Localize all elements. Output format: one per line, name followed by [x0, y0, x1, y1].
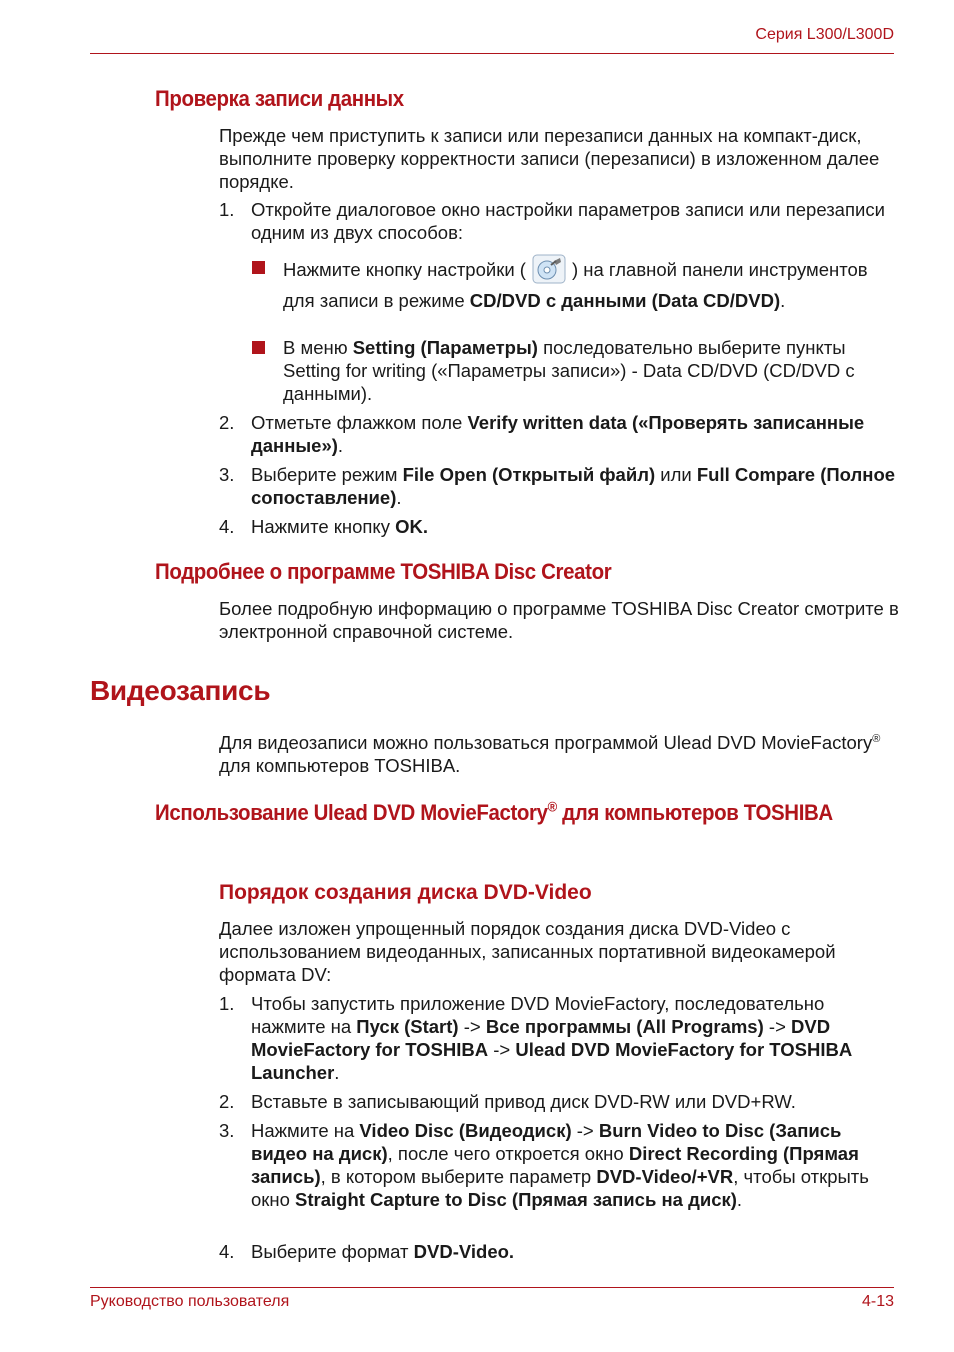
step-span: .: [736, 1189, 743, 1210]
bullet-text: последовательно выберите пункты Setting for writing («Параметры записи») - Data CD/DVD (CD/DVD с данными).: [283, 337, 855, 404]
step-bold: DVD-Video/+VR: [596, 1166, 734, 1187]
chapter-intro-text: для компьютеров TOSHIBA.: [219, 755, 461, 776]
step-span: , после чего откроется окно: [387, 1143, 629, 1164]
bullet-text: ) на главной панели инструментов для записи в режиме: [283, 259, 868, 312]
subsection-intro-dvd-video: Далее изложен упрощенный порядок создания диска DVD-Video с использованием видеоданных, записанных портативной видеокамерой формата DV:: [219, 918, 836, 985]
bullet-text: В меню: [283, 337, 353, 358]
step-bold: File Open (Открытый файл): [402, 464, 656, 485]
chapter-title: Видеозапись: [90, 675, 271, 706]
step-number: 1.: [219, 199, 235, 220]
disc-settings-icon: [532, 254, 566, 284]
step-text: [251, 411, 901, 457]
bullet-bold: Setting (Параметры): [352, 337, 538, 358]
footer-manual-title: Руководство пользователя: [90, 1293, 290, 1310]
step-span: ->: [763, 1016, 792, 1037]
step-bold: Verify written data («Проверять записанные данные»): [251, 412, 865, 456]
bullet-text: Нажмите кнопку настройки (: [283, 259, 526, 280]
step-number: 2.: [219, 1091, 235, 1112]
header-series: Серия L300/L300D: [755, 26, 894, 43]
step-number: 3.: [219, 464, 235, 485]
step-span: ->: [458, 1016, 486, 1037]
step-number: 2.: [219, 412, 235, 433]
step-bold: OK.: [395, 516, 428, 537]
step-span: ->: [488, 1039, 516, 1060]
step-text: [251, 1119, 901, 1211]
step-span: или: [655, 464, 697, 485]
footer-rule: [90, 1287, 894, 1288]
registered-mark: ®: [872, 732, 881, 745]
section-title-text: Использование Ulead DVD MovieFactory: [155, 800, 548, 825]
subsection-title-dvd-video: Порядок создания диска DVD-Video: [219, 881, 592, 904]
step-span: ->: [571, 1120, 599, 1141]
step-text: Откройте диалоговое окно настройки параметров записи или перезаписи одним из двух способов:: [251, 199, 885, 243]
bullet-bold: CD/DVD с данными (Data CD/DVD): [469, 290, 781, 312]
step-text: [251, 1240, 901, 1263]
page-number: 4-13: [861, 1293, 894, 1310]
step-bold: Straight Capture to Disc (Прямая запись на диск): [295, 1189, 737, 1210]
step-span: .: [396, 487, 402, 508]
section-intro-verify: Прежде чем приступить к записи или перезаписи данных на компакт-диск, выполните проверку корректности записи (перезаписи) в изложенном далее порядке.: [219, 125, 880, 192]
section-text-disc-creator: Более подробную информацию о программе TOSHIBA Disc Creator смотрите в электронной справочной системе.: [219, 598, 899, 642]
step-number: 3.: [219, 1120, 235, 1141]
section-title-ulead: [155, 797, 843, 829]
step-span: , чтобы открыть окно: [251, 1166, 869, 1210]
step-span: Нажмите на: [251, 1120, 360, 1141]
step-span: Вставьте в записывающий привод диск DVD-RW или DVD+RW.: [251, 1091, 796, 1112]
bullet-marker: [252, 341, 265, 354]
step-span: Выберите режим: [251, 464, 403, 485]
bullet-text: .: [780, 290, 786, 312]
section-title-text: для компьютеров TOSHIBA: [556, 800, 833, 825]
step-number: 4.: [219, 516, 235, 537]
step-span: .: [337, 435, 344, 456]
chapter-intro: [219, 731, 899, 777]
step-span: .: [334, 1062, 340, 1083]
step-span: Чтобы запустить приложение DVD MovieFactory, последовательно нажмите на: [251, 993, 825, 1037]
step-number: 4.: [219, 1241, 235, 1262]
bullet-item-settings-button: [283, 255, 903, 315]
step-span: Нажмите кнопку: [251, 516, 396, 537]
step-bold: Пуск (Start): [356, 1016, 459, 1037]
header-rule: [90, 53, 894, 54]
step-text: [251, 515, 901, 538]
step-bold: Все программы (All Programs): [485, 1016, 764, 1037]
step-span: Отметьте флажком поле: [251, 412, 468, 433]
bullet-item-settings-menu: [283, 336, 903, 405]
step-text: [251, 1090, 901, 1113]
step-span: , в котором выберите параметр: [320, 1166, 597, 1187]
chapter-intro-text: Для видеозаписи можно пользоваться программой Ulead DVD MovieFactory: [219, 732, 873, 753]
step-bold: Full Compare (Полное сопоставление): [251, 464, 896, 508]
registered-mark: ®: [547, 798, 557, 815]
step-bold: Ulead DVD MovieFactory for TOSHIBA Launcher: [251, 1039, 852, 1083]
step-text: [251, 992, 901, 1084]
section-title-verify: Проверка записи данных: [155, 86, 404, 111]
section-title-disc-creator: Подробнее о программе TOSHIBA Disc Creator: [155, 559, 612, 584]
step-bold: Direct Recording (Прямая запись): [251, 1143, 859, 1187]
bullet-marker: [252, 261, 265, 274]
step-bold: DVD-Video.: [413, 1241, 515, 1262]
step-number: 1.: [219, 993, 235, 1014]
step-bold: DVD MovieFactory for TOSHIBA: [251, 1016, 831, 1060]
step-bold: Video Disc (Видеодиск): [359, 1120, 572, 1141]
step-span: Выберите формат: [251, 1241, 414, 1262]
step-text: [251, 463, 901, 509]
step-bold: Burn Video to Disc (Запись видео на диск): [251, 1120, 842, 1164]
